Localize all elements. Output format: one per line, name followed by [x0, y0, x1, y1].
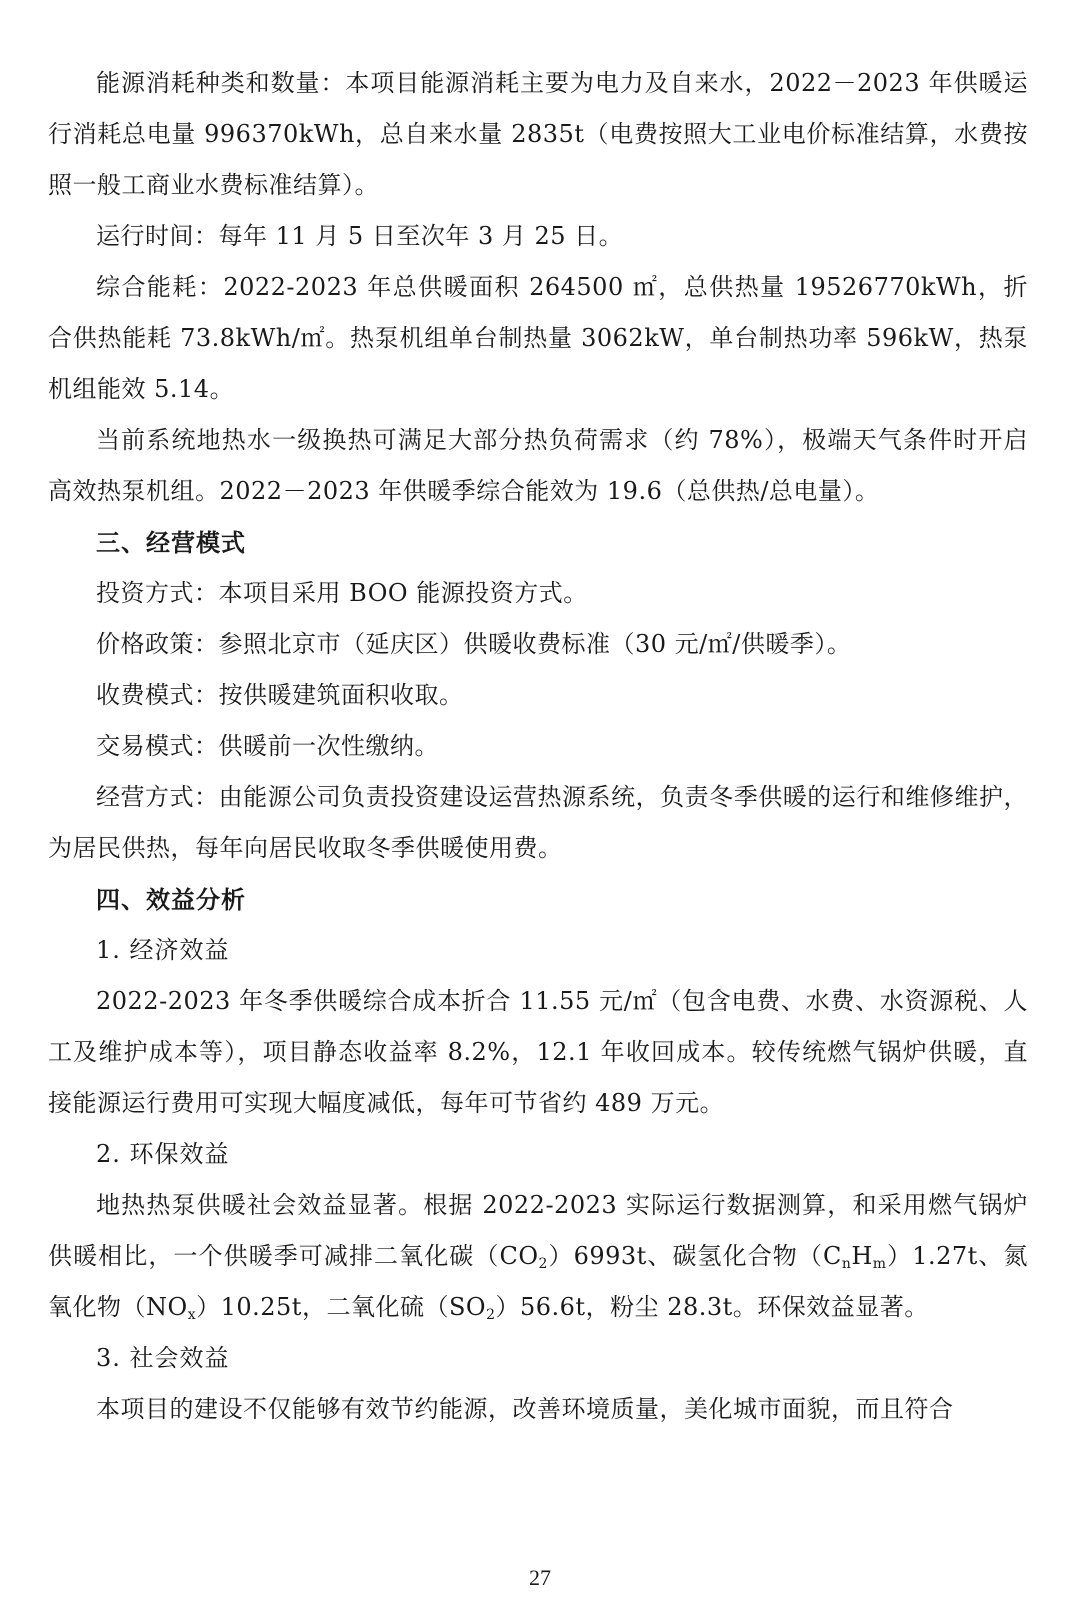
env-text-f: ）56.6t，粉尘 28.3t。环保效益显著。 — [495, 1293, 929, 1321]
page-number: 27 — [529, 1565, 551, 1590]
env-sub-e: 2 — [486, 1307, 496, 1323]
environmental-benefit-paragraph — [48, 1180, 1028, 1333]
env-sub-c: m — [872, 1256, 887, 1272]
price-policy-paragraph: 价格政策：参照北京市（延庆区）供暖收费标准（30 元/㎡/供暖季）。 — [96, 630, 852, 658]
subheading-environmental-benefit: 2. 环保效益 — [96, 1140, 230, 1168]
env-text-e: ）10.25t，二氧化硫（SO — [196, 1293, 487, 1321]
subheading-economic-benefit: 1. 经济效益 — [96, 936, 230, 964]
energy-consumption-paragraph: 能源消耗种类和数量：本项目能源消耗主要为电力及自来水，2022－2023 年供暖运行消耗总电量 996370kWh，总自来水量 2835t（电费按照大工业电价标准结算，水费按照一般工商业水费标准结算）。 — [48, 69, 1028, 199]
social-benefit-paragraph: 本项目的建设不仅能够有效节约能源，改善环境质量，美化城市面貌，而且符合 — [96, 1395, 954, 1423]
operating-time-paragraph: 运行时间：每年 11 月 5 日至次年 3 月 25 日。 — [96, 222, 624, 250]
env-text-c: H — [851, 1242, 873, 1270]
charging-mode-paragraph: 收费模式：按供暖建筑面积收取。 — [96, 681, 464, 709]
document-body — [48, 58, 1028, 1435]
env-text-b: ）6993t、碳氢化合物（C — [547, 1242, 842, 1270]
economic-benefit-paragraph: 2022-2023 年冬季供暖综合成本折合 11.55 元/㎡（包含电费、水费、水资源税、人工及维护成本等），项目静态收益率 8.2%，12.1 年收回成本。较传统燃气锅炉供暖，直接能源运行费用可实现大幅度减低，每年可节省约 489 万元。 — [48, 987, 1028, 1117]
subheading-social-benefit: 3. 社会效益 — [96, 1344, 230, 1372]
env-text-a: 地热热泵供暖社会效益显著。根据 2022-2023 实际运行数据测算，和采用燃气锅炉供暖相比，一个供暖季可减排二氧化碳（CO — [48, 1191, 1028, 1270]
comprehensive-energy-paragraph: 综合能耗：2022-2023 年总供暖面积 264500 ㎡，总供热量 19526770kWh，折合供热能耗 73.8kWh/㎡。热泵机组单台制热量 3062kW，单台制热功率 596kW，热泵机组能效 5.14。 — [48, 273, 1028, 403]
section-heading-business-model: 三、经营模式 — [96, 528, 246, 557]
investment-method-paragraph: 投资方式：本项目采用 BOO 能源投资方式。 — [96, 579, 588, 607]
section-heading-benefit-analysis: 四、效益分析 — [96, 885, 246, 914]
env-sub-d: x — [187, 1307, 197, 1323]
system-efficiency-paragraph: 当前系统地热水一级换热可满足大部分热负荷需求（约 78%），极端天气条件时开启高效热泵机组。2022－2023 年供暖季综合能效为 19.6（总供热/总电量）。 — [48, 426, 1028, 505]
env-sub-a: 2 — [538, 1256, 548, 1272]
env-sub-b: n — [841, 1256, 852, 1272]
transaction-mode-paragraph: 交易模式：供暖前一次性缴纳。 — [96, 732, 439, 760]
operation-method-paragraph: 经营方式：由能源公司负责投资建设运营热源系统，负责冬季供暖的运行和维修维护，为居民供热，每年向居民收取冬季供暖使用费。 — [48, 783, 1028, 862]
env-text-d: ）1.27t、氮氧化物（NO — [48, 1242, 1028, 1321]
